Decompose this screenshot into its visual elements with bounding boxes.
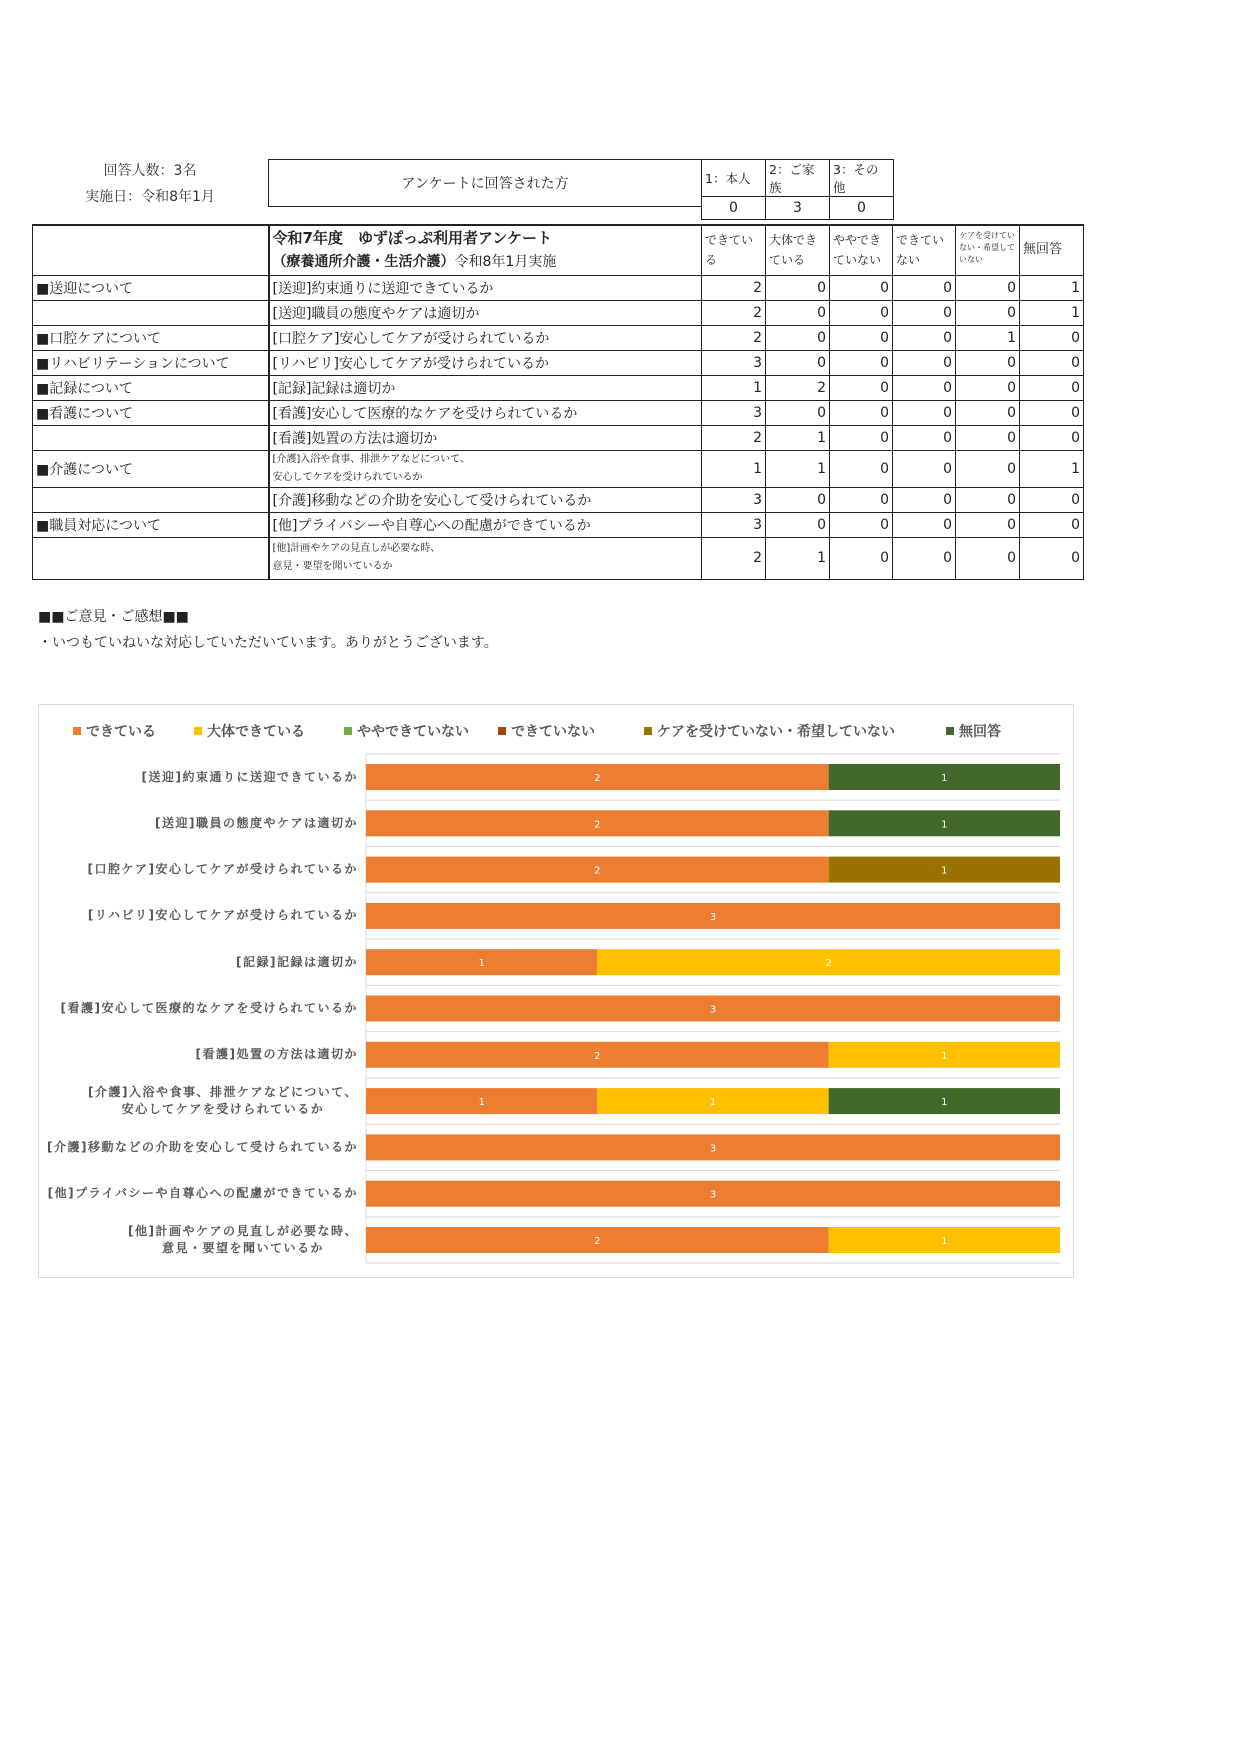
value-cell: 0 bbox=[956, 350, 1020, 375]
category-label bbox=[236, 954, 358, 971]
value-cell: 1 bbox=[1020, 275, 1084, 300]
category-label-line: [他]プライバシーや自尊心への配慮ができているか bbox=[47, 1186, 358, 1201]
value-cell: 3 bbox=[702, 512, 766, 537]
survey-subtitle-bold: （療養通所介護・生活介護） bbox=[272, 254, 455, 271]
category-cell bbox=[33, 537, 269, 579]
category-cell bbox=[33, 425, 269, 450]
value-cell: 0 bbox=[956, 487, 1020, 512]
category-label-line: [介護]入浴や食事、排泄ケアなどについて、 bbox=[88, 1085, 358, 1100]
value-cell: 0 bbox=[956, 450, 1020, 487]
question-cell: [看護]処置の方法は適切か bbox=[269, 425, 702, 450]
question-cell: [看護]安心して医療的なケアを受けられているか bbox=[269, 400, 702, 425]
value-cell: 0 bbox=[766, 400, 830, 425]
table-row bbox=[33, 450, 1084, 487]
category-label-line: [介護]移動などの介助を安心して受けられているか bbox=[47, 1139, 358, 1154]
respondent-header: 3：その他 bbox=[830, 160, 894, 197]
category-label-line: 意見・要望を聞いているか bbox=[162, 1241, 325, 1255]
respondent-header: 2：ご家族 bbox=[766, 160, 830, 197]
respondent-value: 0 bbox=[702, 197, 766, 220]
question-cell: [記録]記録は適切か bbox=[269, 375, 702, 400]
survey-date: 実施日：令和8年1月 bbox=[85, 189, 215, 205]
value-cell: 2 bbox=[702, 425, 766, 450]
bar-data-label: 2 bbox=[594, 1236, 601, 1247]
bar-data-label: 2 bbox=[825, 958, 832, 970]
legend-label: ケアを受けていない・希望していない bbox=[657, 724, 895, 740]
category-cell: ■送迎について bbox=[33, 275, 269, 300]
category-label bbox=[61, 1000, 358, 1017]
bar-data-label: 2 bbox=[594, 865, 601, 877]
respondent-type-table bbox=[701, 159, 894, 220]
category-label-line: [看護]安心して医療的なケアを受けられているか bbox=[60, 1001, 358, 1015]
value-cell: 0 bbox=[830, 300, 893, 325]
table-row bbox=[33, 487, 1084, 512]
category-cell: ■口腔ケアについて bbox=[33, 325, 269, 350]
bar-data-label: 1 bbox=[941, 865, 948, 877]
value-cell: 0 bbox=[893, 512, 956, 537]
value-cell: 1 bbox=[1020, 300, 1084, 325]
value-cell: 0 bbox=[956, 537, 1020, 579]
survey-title-line1: 令和7年度 ゆずぽっぷ利用者アンケート bbox=[272, 229, 553, 248]
value-cell: 0 bbox=[766, 300, 830, 325]
value-cell: 1 bbox=[702, 375, 766, 400]
category-cell: ■記録について bbox=[33, 375, 269, 400]
bar-data-label: 1 bbox=[709, 1097, 717, 1109]
value-cell: 3 bbox=[702, 400, 766, 425]
value-cell: 0 bbox=[830, 537, 893, 579]
table-row bbox=[33, 275, 1084, 300]
bar-data-label: 1 bbox=[478, 1097, 485, 1109]
category-label-line: [送迎]約束通りに送迎できているか bbox=[141, 769, 358, 784]
survey-title bbox=[269, 225, 702, 275]
respondent-value: 3 bbox=[766, 197, 830, 220]
category-cell: ■介護について bbox=[33, 450, 269, 487]
bar-data-label: 3 bbox=[709, 911, 717, 923]
question-cell: [他]プライバシーや自尊心への配慮ができているか bbox=[269, 512, 702, 537]
value-cell: 0 bbox=[1020, 537, 1084, 579]
value-cell: 0 bbox=[893, 487, 956, 512]
value-cell: 1 bbox=[766, 450, 830, 487]
column-header: できていない bbox=[893, 225, 956, 275]
category-label bbox=[88, 1084, 358, 1118]
category-label bbox=[48, 1185, 358, 1202]
value-cell: 0 bbox=[766, 350, 830, 375]
value-cell: 0 bbox=[1020, 400, 1084, 425]
value-cell: 0 bbox=[956, 400, 1020, 425]
value-cell: 0 bbox=[830, 512, 893, 537]
value-cell: 3 bbox=[702, 350, 766, 375]
value-cell: 0 bbox=[1020, 375, 1084, 400]
category-cell: ■リハビリテーションについて bbox=[33, 350, 269, 375]
value-cell: 0 bbox=[893, 300, 956, 325]
value-cell: 0 bbox=[830, 450, 893, 487]
value-cell: 0 bbox=[893, 400, 956, 425]
category-label bbox=[128, 1223, 358, 1257]
category-label-line: [口腔ケア]安心してケアが受けられているか bbox=[87, 862, 358, 877]
table-row bbox=[33, 425, 1084, 450]
category-label bbox=[88, 907, 358, 924]
value-cell: 0 bbox=[830, 425, 893, 450]
category-cell: ■職員対応について bbox=[33, 512, 269, 537]
category-label bbox=[196, 1046, 358, 1063]
value-cell: 0 bbox=[956, 425, 1020, 450]
category-cell: ■看護について bbox=[33, 400, 269, 425]
value-cell: 1 bbox=[766, 537, 830, 579]
survey-subtitle-date: 令和8年1月実施 bbox=[454, 254, 557, 271]
table-row bbox=[33, 325, 1084, 350]
value-cell: 2 bbox=[702, 537, 766, 579]
header-blank bbox=[33, 225, 269, 275]
value-cell: 0 bbox=[1020, 512, 1084, 537]
value-cell: 0 bbox=[766, 325, 830, 350]
question-cell bbox=[269, 537, 702, 579]
respondent-count: 回答人数：3名 bbox=[103, 163, 197, 179]
comments-text: ・いつもていねいな対応していただいています。ありがとうございます。 bbox=[38, 635, 498, 651]
question-cell: [送迎]約束通りに送迎できているか bbox=[269, 275, 702, 300]
bar-data-label: 2 bbox=[594, 1050, 601, 1062]
category-label-line: [リハビリ]安心してケアが受けられているか bbox=[87, 908, 358, 923]
category-label bbox=[88, 861, 358, 878]
value-cell: 0 bbox=[766, 512, 830, 537]
bar-data-label: 3 bbox=[709, 1004, 717, 1016]
value-cell: 0 bbox=[893, 350, 956, 375]
category-label-line: [他]計画やケアの見直しが必要な時、 bbox=[128, 1224, 358, 1238]
bar-data-label: 1 bbox=[941, 819, 948, 831]
value-cell: 0 bbox=[1020, 350, 1084, 375]
question-cell: [口腔ケア]安心してケアが受けられているか bbox=[269, 325, 702, 350]
question-line: 意見・要望を聞いているか bbox=[272, 561, 393, 572]
question-cell bbox=[269, 450, 702, 487]
survey-title-line2 bbox=[273, 250, 699, 274]
value-cell: 0 bbox=[1020, 487, 1084, 512]
bar-data-label: 2 bbox=[594, 773, 601, 784]
question-cell: [介護]移動などの介助を安心して受けられているか bbox=[269, 487, 702, 512]
value-cell: 2 bbox=[702, 300, 766, 325]
value-cell: 0 bbox=[1020, 425, 1084, 450]
value-cell: 2 bbox=[702, 325, 766, 350]
category-label-line: [送迎]職員の態度やケアは適切か bbox=[155, 815, 358, 830]
question-line: [他]計画やケアの見直しが必要な時、 bbox=[272, 543, 441, 554]
category-label-line: [記録]記録は適切か bbox=[236, 954, 358, 969]
value-cell: 0 bbox=[956, 375, 1020, 400]
survey-table bbox=[32, 224, 1084, 580]
value-cell: 1 bbox=[956, 325, 1020, 350]
bar-data-label: 3 bbox=[709, 1143, 717, 1155]
bar-data-label: 1 bbox=[941, 773, 948, 784]
category-label-line: [看護]処置の方法は適切か bbox=[195, 1047, 358, 1062]
value-cell: 3 bbox=[702, 487, 766, 512]
category-label bbox=[142, 769, 358, 786]
question-line: [介護]入浴や食事、排泄ケアなどについて、 bbox=[272, 453, 470, 465]
table-row bbox=[33, 400, 1084, 425]
value-cell: 0 bbox=[830, 487, 893, 512]
column-header: 大体できている bbox=[766, 225, 830, 275]
category-label bbox=[155, 815, 358, 832]
table-header-row bbox=[33, 225, 1084, 275]
question-line: 安心してケアを受けられているか bbox=[272, 471, 423, 483]
value-cell: 2 bbox=[702, 275, 766, 300]
category-label-line: 安心してケアを受けられているか bbox=[121, 1102, 325, 1117]
legend-label: できていない bbox=[511, 724, 595, 740]
value-cell: 1 bbox=[702, 450, 766, 487]
respondent-type-label: アンケートに回答された方 bbox=[268, 159, 702, 207]
bar-data-label: 3 bbox=[709, 1189, 717, 1201]
question-cell: [リハビリ]安心してケアが受けられているか bbox=[269, 350, 702, 375]
value-cell: 0 bbox=[830, 400, 893, 425]
column-header: できている bbox=[702, 225, 766, 275]
respondent-header: 1：本人 bbox=[702, 160, 766, 197]
legend-label: できている bbox=[86, 724, 156, 740]
value-cell: 0 bbox=[830, 275, 893, 300]
legend-label: ややできていない bbox=[357, 724, 469, 740]
value-cell: 0 bbox=[830, 350, 893, 375]
category-cell bbox=[33, 487, 269, 512]
legend-label: 無回答 bbox=[959, 724, 1001, 740]
value-cell: 0 bbox=[893, 425, 956, 450]
value-cell: 0 bbox=[893, 275, 956, 300]
value-cell: 0 bbox=[893, 537, 956, 579]
bar-data-label: 1 bbox=[941, 1050, 948, 1062]
value-cell: 0 bbox=[1020, 325, 1084, 350]
table-row bbox=[33, 537, 1084, 579]
table-row bbox=[33, 300, 1084, 325]
value-cell: 0 bbox=[956, 275, 1020, 300]
value-cell: 0 bbox=[766, 487, 830, 512]
value-cell: 1 bbox=[766, 425, 830, 450]
value-cell: 0 bbox=[956, 300, 1020, 325]
value-cell: 0 bbox=[893, 325, 956, 350]
value-cell: 0 bbox=[893, 450, 956, 487]
bar-data-label: 1 bbox=[941, 1236, 948, 1247]
column-header: ややできていない bbox=[830, 225, 893, 275]
stacked-bar-chart bbox=[38, 704, 1074, 1278]
table-row bbox=[33, 512, 1084, 537]
value-cell: 0 bbox=[893, 375, 956, 400]
bar-data-label: 1 bbox=[478, 958, 485, 970]
column-header: ケアを受けていない・希望していない bbox=[956, 225, 1020, 275]
respondent-value: 0 bbox=[830, 197, 894, 220]
question-cell: [送迎]職員の態度やケアは適切か bbox=[269, 300, 702, 325]
table-row bbox=[33, 375, 1084, 400]
value-cell: 1 bbox=[1020, 450, 1084, 487]
category-cell bbox=[33, 300, 269, 325]
value-cell: 2 bbox=[766, 375, 830, 400]
legend-label: 大体できている bbox=[207, 724, 305, 740]
comments-heading: ■■ご意見・ご感想■■ bbox=[38, 609, 189, 625]
table-row bbox=[33, 350, 1084, 375]
value-cell: 0 bbox=[766, 275, 830, 300]
category-label bbox=[47, 1139, 358, 1156]
value-cell: 0 bbox=[830, 325, 893, 350]
column-header: 無回答 bbox=[1020, 225, 1084, 275]
bar-data-label: 2 bbox=[594, 819, 601, 831]
bar-data-label: 1 bbox=[941, 1097, 948, 1109]
value-cell: 0 bbox=[956, 512, 1020, 537]
value-cell: 0 bbox=[830, 375, 893, 400]
